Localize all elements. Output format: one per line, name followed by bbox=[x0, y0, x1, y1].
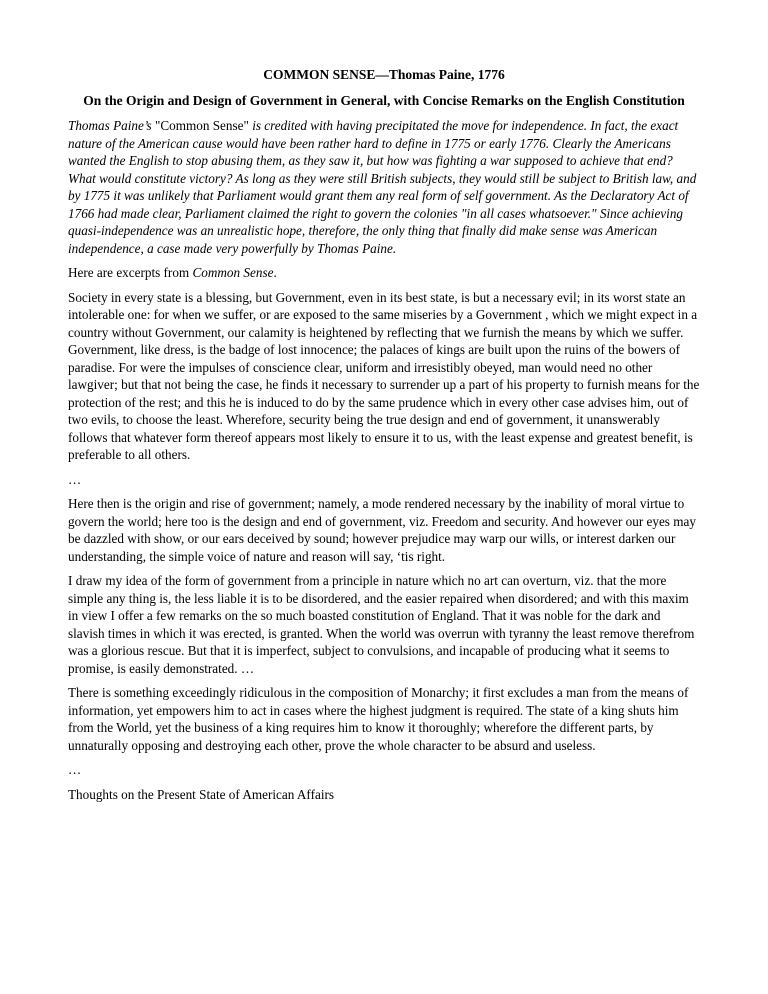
intro-paragraph bbox=[68, 117, 700, 257]
intro-work-title: "Common Sense" bbox=[154, 118, 249, 133]
excerpt-note-work-title: Common Sense bbox=[192, 265, 274, 280]
document-title: COMMON SENSE—Thomas Paine, 1776 bbox=[263, 67, 505, 82]
closing-heading: Thoughts on the Present State of American Affairs bbox=[68, 786, 335, 802]
paragraph-monarchy: There is something exceedingly ridiculous in the composition of Monarchy; it first excludes a man from the means of information, yet empowers him to act in cases where the highest judgment is required. The state of a king shuts him from the World, yet the business of a king requires him to know it thoroughly; wherefore the different parts, by unnaturally opposing and destroying each other, prove the whole character to be absurd and useless. bbox=[68, 685, 689, 753]
excerpt-note bbox=[68, 264, 700, 282]
excerpt-note-pre: Here are excerpts from bbox=[68, 265, 193, 280]
excerpt-note-post: . bbox=[273, 265, 277, 280]
paragraph-form-of-government: I draw my idea of the form of government from a principle in nature which no art can overturn, viz. that the more simple any thing is, the less liable it is to be disordered, and the easier repaired when disordered; and with this maxim in view I offer a few remarks on the so much boasted constitution of England. That it was noble for the dark and slavish times in which it was erected, is granted. When the world was overrun with tyranny the least remove therefrom was a glorious rescue. But that it is imperfect, subject to convulsions, and incapable of producing what it seems to promise, is easily demonstrated. … bbox=[68, 573, 695, 676]
paragraph-society: Society in every state is a blessing, but Government, even in its best state, is but a necessary evil; in its worst state an intolerable one: for when we suffer, or are exposed to the same miseries by a Government , which we might expect in a country without Government, our calamity is heightened by reflecting that we furnish the means by which we suffer. Government, like dress, is the badge of lost innocence; the palaces of kings are built upon the ruins of the bowers of paradise. For were the impulses of conscience clear, uniform and irresistibly obeyed, man would need no other lawgiver; but that not being the case, he finds it necessary to surrender up a part of his property to furnish means for the protection of the rest; and this he is induced to do by the same prudence which in every other case advises him, out of two evils, to choose the least. Wherefore, security being the true design and end of government, it unanswerably follows that whatever form thereof appears most likely to ensure it to us, with the least expense and greatest benefit, is preferable to all others. bbox=[68, 289, 700, 462]
paragraph-origin-of-government: Here then is the origin and rise of government; namely, a mode rendered necessary by the inability of moral virtue to govern the world; here too is the design and end of government, viz. Freedom and security. And however our eyes may be dazzled with show, or our ears deceived by sound; however prejudice may warp our wills, or interest darken our understanding, the simple voice of nature and reason will say, ‘tis right. bbox=[68, 496, 696, 564]
document-subtitle: On the Origin and Design of Government in General, with Concise Remarks on the English Constitution bbox=[83, 92, 685, 108]
intro-post: is credited with having precipitated the move for independence. In fact, the exact nature of the American cause would have been rather hard to define in 1775 or early 1776. Clearly the Americans wanted the English to stop abusing them, as they saw it, but how was fighting a war supposed to achieve that end? What would constitute victory? As long as they were still British subjects, they would still be subject to British law, and by 1775 it was unlikely that Parliament would grant them any real form of self government. As the Declaratory Act of 1766 had made clear, Parliament claimed the right to govern the colonies "in all cases whatsoever." Since achieving quasi-independence was an unrealistic hope, therefore, the only thing that finally did make sense was American independence, a case made very powerfully by Thomas Paine. bbox=[68, 118, 697, 256]
ellipsis-separator-2: … bbox=[68, 762, 82, 777]
ellipsis-separator-1: … bbox=[68, 471, 82, 487]
intro-pre: Thomas Paine’s bbox=[68, 118, 155, 133]
